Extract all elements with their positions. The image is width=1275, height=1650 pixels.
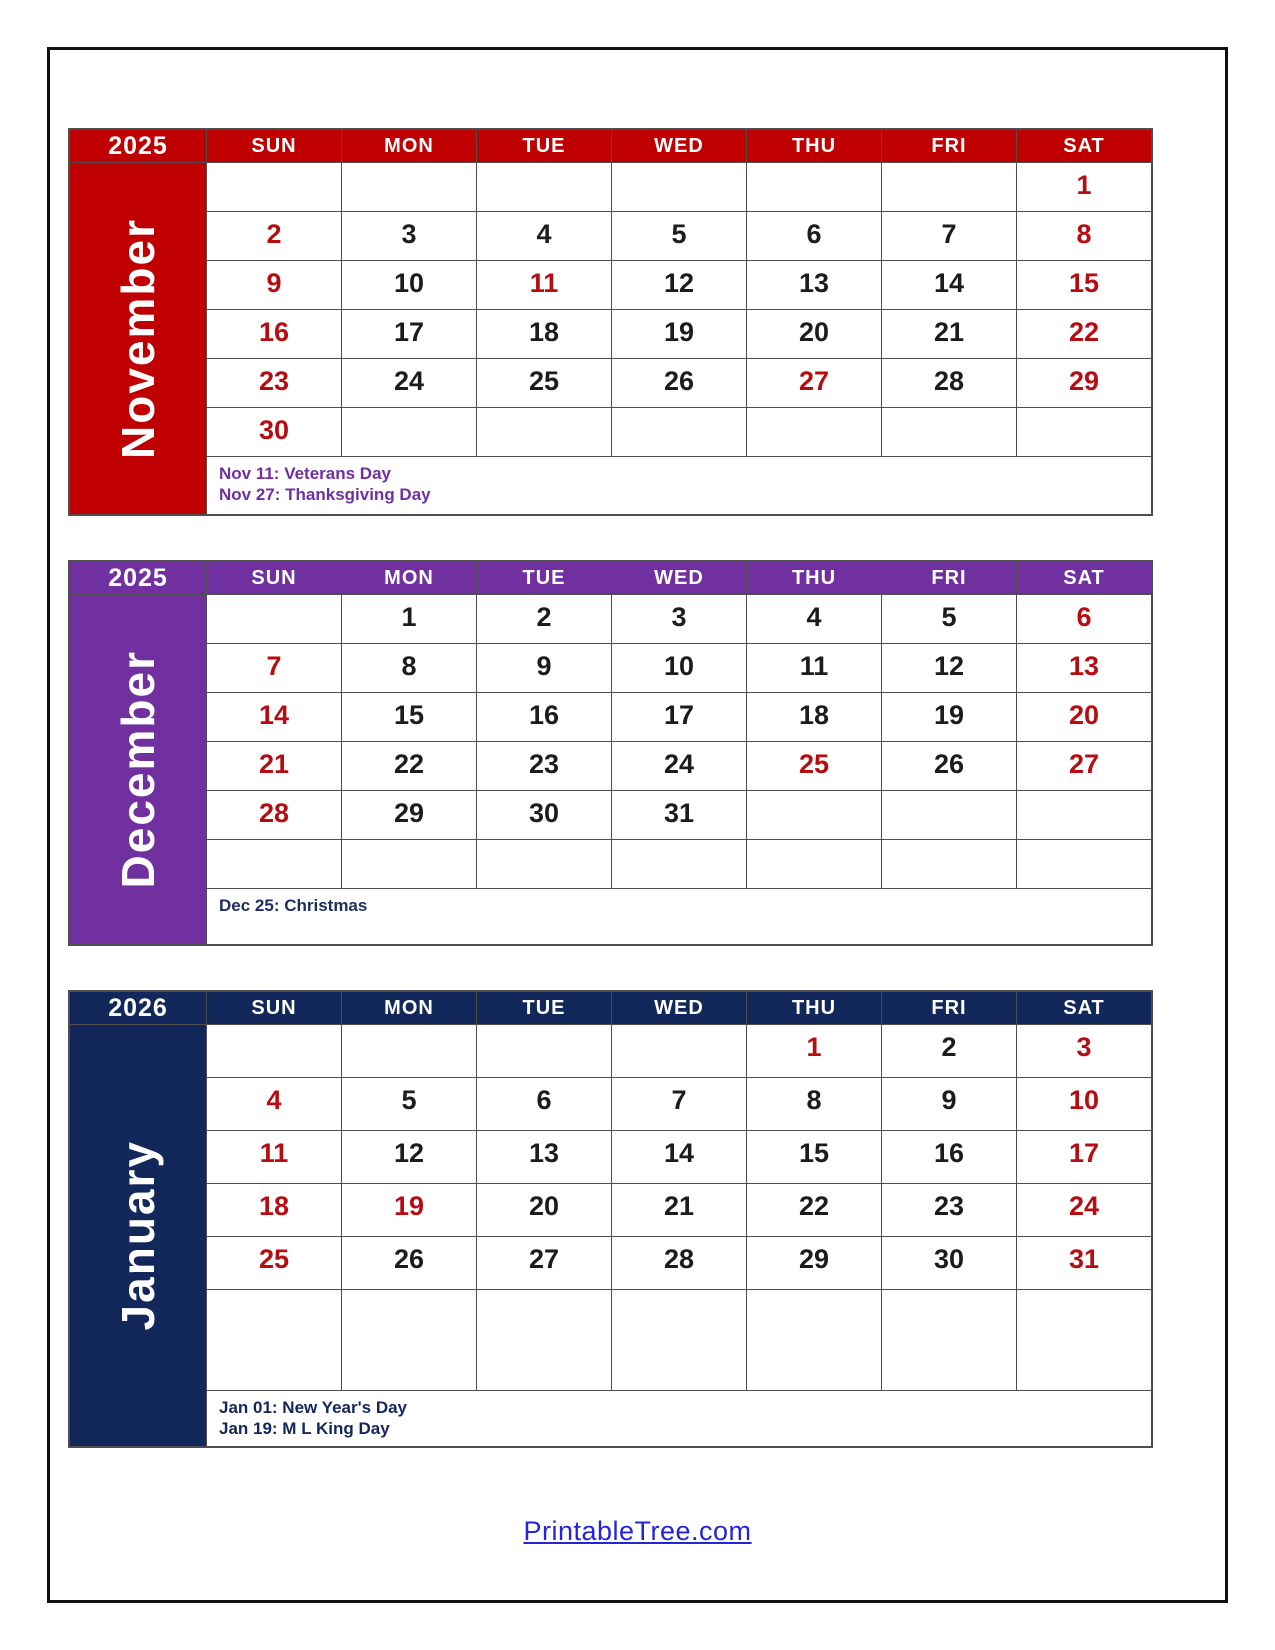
date-cell-20: 20 — [747, 310, 881, 358]
day-header-thu: THU — [747, 130, 881, 162]
date-cell-empty — [342, 1290, 476, 1390]
month-block-november — [68, 128, 1153, 516]
date-cell-9: 9 — [207, 261, 341, 309]
date-cell-empty — [612, 163, 746, 211]
date-cell-20: 20 — [477, 1184, 611, 1236]
date-cell-8: 8 — [342, 644, 476, 692]
date-cell-29: 29 — [342, 791, 476, 839]
date-cell-8: 8 — [1017, 212, 1151, 260]
date-cell-25: 25 — [477, 359, 611, 407]
day-header-tue: TUE — [477, 992, 611, 1024]
date-cell-19: 19 — [882, 693, 1016, 741]
holiday-notes — [207, 457, 1151, 514]
month-name-label: January — [112, 1140, 164, 1331]
date-cell-14: 14 — [612, 1131, 746, 1183]
date-cell-empty — [612, 408, 746, 456]
day-header-fri: FRI — [882, 992, 1016, 1024]
date-cell-empty — [477, 840, 611, 888]
date-cell-7: 7 — [612, 1078, 746, 1130]
month-sidebar — [70, 163, 206, 514]
date-cell-16: 16 — [477, 693, 611, 741]
date-cell-5: 5 — [612, 212, 746, 260]
date-cell-5: 5 — [342, 1078, 476, 1130]
date-cell-22: 22 — [747, 1184, 881, 1236]
date-cell-17: 17 — [612, 693, 746, 741]
date-cell-13: 13 — [1017, 644, 1151, 692]
date-cell-empty — [882, 840, 1016, 888]
date-cell-empty — [882, 1290, 1016, 1390]
date-cell-21: 21 — [207, 742, 341, 790]
date-cell-22: 22 — [342, 742, 476, 790]
date-cell-3: 3 — [342, 212, 476, 260]
date-cell-22: 22 — [1017, 310, 1151, 358]
printabletree-link[interactable]: PrintableTree.com — [523, 1516, 752, 1546]
day-header-tue: TUE — [477, 130, 611, 162]
date-cell-23: 23 — [207, 359, 341, 407]
date-cell-24: 24 — [612, 742, 746, 790]
day-header-thu: THU — [747, 992, 881, 1024]
date-cell-11: 11 — [747, 644, 881, 692]
date-cell-25: 25 — [207, 1237, 341, 1289]
date-cell-empty — [477, 1025, 611, 1077]
day-header-mon: MON — [342, 992, 476, 1024]
date-cell-4: 4 — [207, 1078, 341, 1130]
date-cell-empty — [207, 1025, 341, 1077]
day-header-sat: SAT — [1017, 130, 1151, 162]
date-cell-18: 18 — [207, 1184, 341, 1236]
date-cell-16: 16 — [882, 1131, 1016, 1183]
date-cell-28: 28 — [612, 1237, 746, 1289]
date-cell-29: 29 — [1017, 359, 1151, 407]
date-cell-30: 30 — [882, 1237, 1016, 1289]
date-cell-17: 17 — [342, 310, 476, 358]
date-cell-23: 23 — [477, 742, 611, 790]
year-label: 2025 — [70, 130, 206, 162]
date-cell-14: 14 — [882, 261, 1016, 309]
date-cell-empty — [207, 163, 341, 211]
day-header-tue: TUE — [477, 562, 611, 594]
date-cell-empty — [207, 1290, 341, 1390]
date-cell-18: 18 — [747, 693, 881, 741]
date-cell-2: 2 — [207, 212, 341, 260]
date-cell-empty — [747, 840, 881, 888]
date-cell-empty — [207, 595, 341, 643]
date-cell-empty — [342, 408, 476, 456]
month-block-december — [68, 560, 1153, 946]
day-header-sun: SUN — [207, 992, 341, 1024]
day-header-sun: SUN — [207, 562, 341, 594]
date-cell-17: 17 — [1017, 1131, 1151, 1183]
day-header-wed: WED — [612, 562, 746, 594]
year-label: 2025 — [70, 562, 206, 594]
date-cell-4: 4 — [477, 212, 611, 260]
day-header-wed: WED — [612, 130, 746, 162]
date-cell-30: 30 — [207, 408, 341, 456]
date-cell-14: 14 — [207, 693, 341, 741]
date-cell-6: 6 — [1017, 595, 1151, 643]
date-cell-2: 2 — [882, 1025, 1016, 1077]
date-cell-empty — [747, 408, 881, 456]
date-cell-3: 3 — [612, 595, 746, 643]
date-cell-empty — [747, 791, 881, 839]
date-cell-8: 8 — [747, 1078, 881, 1130]
day-header-mon: MON — [342, 562, 476, 594]
date-cell-6: 6 — [477, 1078, 611, 1130]
holiday-note: Nov 11: Veterans Day — [219, 464, 391, 483]
date-cell-19: 19 — [612, 310, 746, 358]
date-cell-3: 3 — [1017, 1025, 1151, 1077]
date-cell-24: 24 — [1017, 1184, 1151, 1236]
date-cell-empty — [477, 408, 611, 456]
holiday-note: Dec 25: Christmas — [219, 896, 368, 915]
holiday-note: Nov 27: Thanksgiving Day — [219, 485, 431, 504]
date-cell-19: 19 — [342, 1184, 476, 1236]
date-cell-11: 11 — [207, 1131, 341, 1183]
date-cell-empty — [747, 1290, 881, 1390]
day-header-sun: SUN — [207, 130, 341, 162]
date-cell-empty — [1017, 408, 1151, 456]
date-cell-21: 21 — [882, 310, 1016, 358]
date-cell-13: 13 — [477, 1131, 611, 1183]
date-cell-26: 26 — [612, 359, 746, 407]
footer — [0, 1516, 1275, 1547]
date-cell-16: 16 — [207, 310, 341, 358]
date-cell-12: 12 — [612, 261, 746, 309]
date-cell-empty — [882, 408, 1016, 456]
date-cell-10: 10 — [342, 261, 476, 309]
date-cell-empty — [882, 791, 1016, 839]
date-cell-4: 4 — [747, 595, 881, 643]
holiday-notes — [207, 1391, 1151, 1446]
date-cell-12: 12 — [882, 644, 1016, 692]
date-cell-10: 10 — [1017, 1078, 1151, 1130]
date-cell-13: 13 — [747, 261, 881, 309]
year-label: 2026 — [70, 992, 206, 1024]
date-cell-28: 28 — [207, 791, 341, 839]
date-cell-20: 20 — [1017, 693, 1151, 741]
date-cell-empty — [342, 840, 476, 888]
month-sidebar — [70, 595, 206, 944]
date-cell-empty — [612, 840, 746, 888]
date-cell-28: 28 — [882, 359, 1016, 407]
date-cell-18: 18 — [477, 310, 611, 358]
day-header-fri: FRI — [882, 130, 1016, 162]
date-cell-15: 15 — [1017, 261, 1151, 309]
date-cell-11: 11 — [477, 261, 611, 309]
date-cell-27: 27 — [477, 1237, 611, 1289]
day-header-fri: FRI — [882, 562, 1016, 594]
date-cell-15: 15 — [747, 1131, 881, 1183]
date-cell-empty — [882, 163, 1016, 211]
date-cell-27: 27 — [1017, 742, 1151, 790]
date-cell-1: 1 — [747, 1025, 881, 1077]
day-header-sat: SAT — [1017, 992, 1151, 1024]
date-cell-9: 9 — [882, 1078, 1016, 1130]
date-cell-empty — [207, 840, 341, 888]
date-cell-21: 21 — [612, 1184, 746, 1236]
date-cell-9: 9 — [477, 644, 611, 692]
date-cell-1: 1 — [1017, 163, 1151, 211]
date-cell-empty — [612, 1290, 746, 1390]
date-cell-15: 15 — [342, 693, 476, 741]
day-header-sat: SAT — [1017, 562, 1151, 594]
date-cell-1: 1 — [342, 595, 476, 643]
day-header-wed: WED — [612, 992, 746, 1024]
month-sidebar — [70, 1025, 206, 1446]
date-cell-29: 29 — [747, 1237, 881, 1289]
day-header-thu: THU — [747, 562, 881, 594]
holiday-notes — [207, 889, 1151, 944]
holiday-note: Jan 01: New Year's Day — [219, 1398, 408, 1417]
date-cell-empty — [477, 1290, 611, 1390]
date-cell-27: 27 — [747, 359, 881, 407]
month-block-january — [68, 990, 1153, 1448]
date-cell-5: 5 — [882, 595, 1016, 643]
date-cell-24: 24 — [342, 359, 476, 407]
date-cell-empty — [477, 163, 611, 211]
date-cell-26: 26 — [342, 1237, 476, 1289]
date-cell-empty — [342, 1025, 476, 1077]
holiday-note: Jan 19: M L King Day — [219, 1419, 390, 1438]
date-cell-30: 30 — [477, 791, 611, 839]
date-cell-empty — [747, 163, 881, 211]
day-header-mon: MON — [342, 130, 476, 162]
date-cell-25: 25 — [747, 742, 881, 790]
date-cell-7: 7 — [882, 212, 1016, 260]
date-cell-10: 10 — [612, 644, 746, 692]
date-cell-26: 26 — [882, 742, 1016, 790]
month-name-label: November — [112, 218, 164, 459]
date-cell-7: 7 — [207, 644, 341, 692]
date-cell-2: 2 — [477, 595, 611, 643]
date-cell-empty — [1017, 840, 1151, 888]
date-cell-empty — [342, 163, 476, 211]
date-cell-31: 31 — [1017, 1237, 1151, 1289]
date-cell-empty — [1017, 1290, 1151, 1390]
month-name-label: December — [112, 650, 164, 889]
date-cell-31: 31 — [612, 791, 746, 839]
date-cell-empty — [612, 1025, 746, 1077]
date-cell-empty — [1017, 791, 1151, 839]
date-cell-23: 23 — [882, 1184, 1016, 1236]
date-cell-12: 12 — [342, 1131, 476, 1183]
date-cell-6: 6 — [747, 212, 881, 260]
